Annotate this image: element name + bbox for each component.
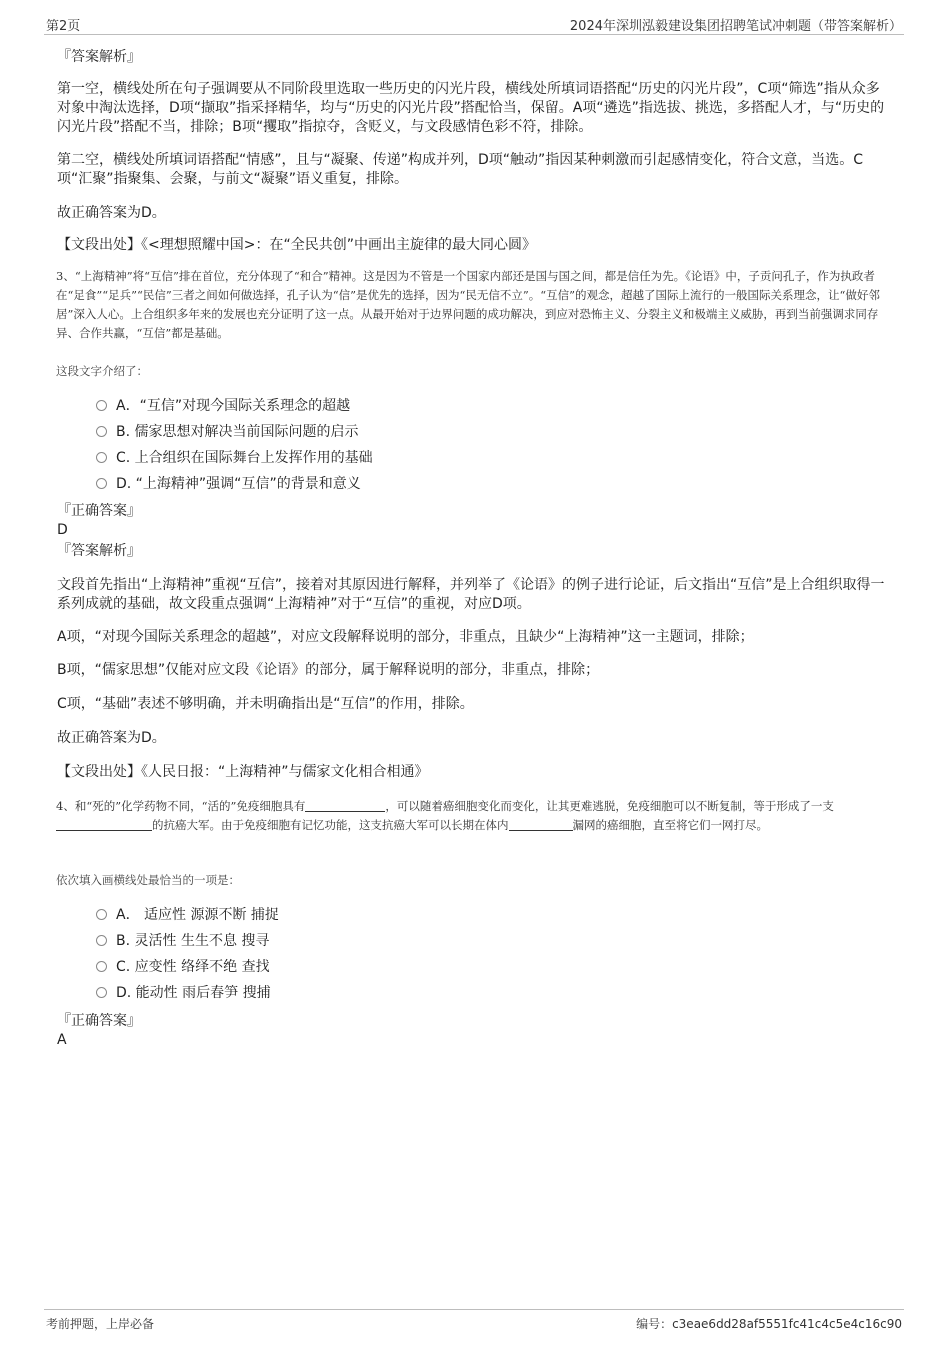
q3-analysis-paragraph-4: C项，“基础”表述不够明确，并未明确指出是“互信”的作用，排除。 — [57, 696, 474, 712]
q3-analysis-paragraph-2: A项，“对现今国际关系理念的超越”，对应文段解释说明的部分，非重点，且缺少“上海精神”这一主题词，排除； — [57, 629, 754, 645]
q2-analysis-paragraph-1: 第一空，横线处所在句子强调要从不同阶段里选取一些历史的闪光片段，横线处所填词语搭配“历史的闪光片段”，C项“筛选”指从众多对象中淘汰选择，D项“撷取”指采择精华，均与“历史的闪光片段”搭配恰当，保留。A项“遴选”指选拔、挑选，多搭配人才，与“历史的闪光片段”搭配不当，排除；B项“攫取”指掠夺，含贬义，与文段感情色彩不符，排除。 — [57, 81, 885, 135]
q4-stem — [56, 797, 898, 835]
option-label: D. 能动性 雨后春笋 搜捕 — [116, 985, 271, 1001]
q4-stem-part-2: ，可以随着癌细胞变化而变化，让其更难逃脱，免疫细胞可以不断复制，等于形成了一支 — [385, 799, 834, 813]
q3-conclusion: 故正确答案为D。 — [57, 730, 166, 746]
q2-analysis-heading: 『答案解析』 — [57, 49, 141, 65]
radio-button-icon[interactable] — [96, 935, 107, 946]
q4-answer: A — [57, 1032, 67, 1048]
option-label: B. 儒家思想对解决当前国际问题的启示 — [116, 424, 359, 440]
q3-answer-heading: 『正确答案』 — [57, 503, 141, 519]
q2-source: 【文段出处】《<理想照耀中国>：在“全民共创”中画出主旋律的最大同心圆》 — [57, 237, 536, 253]
q3-analysis-paragraph-3: B项，“儒家思想”仅能对应文段《论语》的部分，属于解释说明的部分，非重点，排除； — [57, 662, 600, 678]
option-label: A．“互信”对现今国际关系理念的超越 — [116, 398, 351, 414]
fill-blank-2 — [56, 818, 152, 831]
fill-blank-3 — [509, 818, 573, 831]
page-footer — [44, 1309, 904, 1334]
q3-prompt: 这段文字介绍了： — [56, 364, 148, 378]
q4-option-c[interactable] — [96, 958, 270, 977]
q2-analysis-paragraph-2: 第二空，横线处所填词语搭配“情感”，且与“凝聚、传递”构成并列，D项“触动”指因某种刺激而引起感情变化，符合文意，当选。C项“汇聚”指聚集、会聚，与前文“凝聚”语义重复，排除。 — [57, 152, 864, 187]
document-code: 编号：c3eae6dd28af5551fc41c4c5e4c16c90 — [636, 1317, 902, 1331]
q3-stem: 3、“上海精神”将“互信”排在首位，充分体现了“和合”精神。这是因为不管是一个国家内部还是国与国之间，都是信任为先。《论语》中，子贡问孔子，作为执政者在“足食”“足兵”“民信”三者之间如何做选择，孔子认为“信”是优先的选择，因为“民无信不立”。“互信”的观念，超越了国际上流行的一般国际关系理念，让“做好邻居”深入人心。上合组织多年来的发展也充分证明了这一点。从最开始对于边界问题的成功解决，到应对恐怖主义、分裂主义和极端主义威胁，再到当前强调求同存异、合作共赢，“互信”都是基础。 — [56, 269, 880, 340]
option-label: C. 上合组织在国际舞台上发挥作用的基础 — [116, 450, 373, 466]
q4-option-a[interactable] — [96, 906, 279, 925]
radio-button-icon[interactable] — [96, 961, 107, 972]
radio-button-icon[interactable] — [96, 452, 107, 463]
fill-blank-1 — [305, 799, 385, 812]
q4-stem-part-4: 漏网的癌细胞，直至将它们一网打尽。 — [572, 818, 768, 832]
q4-prompt: 依次填入画横线处最恰当的一项是： — [56, 873, 240, 887]
radio-button-icon[interactable] — [96, 426, 107, 437]
radio-button-icon[interactable] — [96, 400, 107, 411]
radio-button-icon[interactable] — [96, 478, 107, 489]
footer-slogan: 考前押题，上岸必备 — [46, 1317, 155, 1331]
q3-source: 【文段出处】《人民日报：“上海精神”与儒家文化相合相通》 — [57, 764, 429, 780]
document-title: 2024年深圳泓毅建设集团招聘笔试冲刺题（带答案解析） — [569, 19, 902, 34]
q3-option-a[interactable] — [96, 397, 350, 416]
q3-analysis-heading: 『答案解析』 — [57, 543, 141, 559]
option-label: B. 灵活性 生生不息 搜寻 — [116, 933, 270, 949]
q3-analysis-paragraph-1: 文段首先指出“上海精神”重视“互信”，接着对其原因进行解释，并列举了《论语》的例子进行论证，后文指出“互信”是上合组织取得一系列成就的基础，故文段重点强调“上海精神”对于“互信”的重视，对应D项。 — [57, 577, 885, 612]
q4-option-b[interactable] — [96, 932, 269, 951]
q3-option-d[interactable] — [96, 475, 361, 494]
radio-button-icon[interactable] — [96, 987, 107, 998]
page-header — [44, 12, 904, 35]
page-number: 第2页 — [46, 19, 81, 34]
q4-stem-part-1: 4、和“死的”化学药物不同，“活的”免疫细胞具有 — [56, 799, 306, 813]
q4-answer-heading: 『正确答案』 — [57, 1013, 141, 1029]
option-label: D. “上海精神”强调“互信”的背景和意义 — [116, 476, 361, 492]
option-label: C. 应变性 络绎不绝 查找 — [116, 959, 270, 975]
q4-option-d[interactable] — [96, 984, 271, 1003]
q3-option-b[interactable] — [96, 423, 359, 442]
q3-answer: D — [57, 522, 68, 538]
option-label: A． 适应性 源源不断 捕捉 — [116, 907, 279, 923]
q3-option-c[interactable] — [96, 449, 373, 468]
q2-conclusion: 故正确答案为D。 — [57, 205, 166, 221]
q4-stem-part-3: 的抗癌大军。由于免疫细胞有记忆功能，这支抗癌大军可以长期在体内 — [152, 818, 509, 832]
radio-button-icon[interactable] — [96, 909, 107, 920]
